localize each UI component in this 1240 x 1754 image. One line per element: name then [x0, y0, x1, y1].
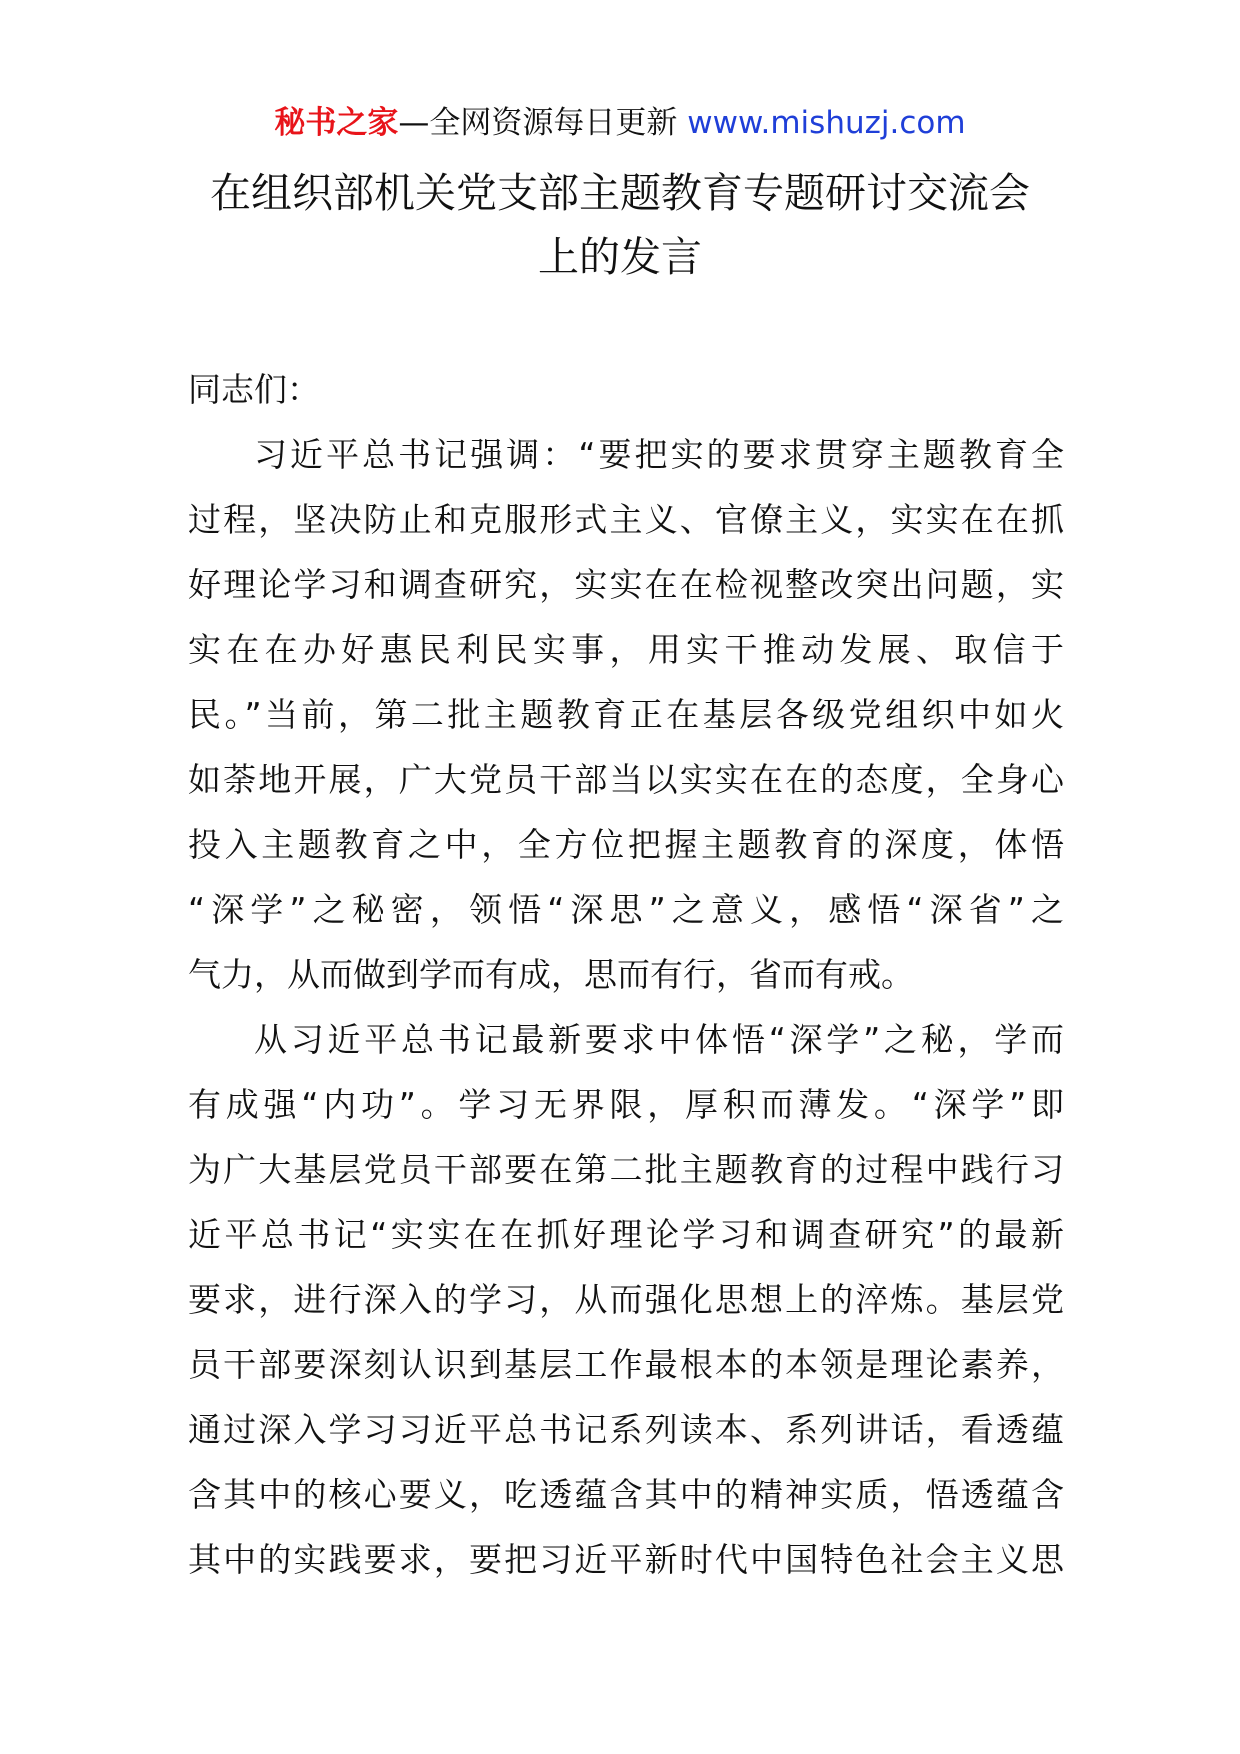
title-line: 在组织部机关党支部主题教育专题研讨交流会 — [210, 169, 1030, 217]
text-line: 好理论学习和调查研究，实实在在检视整改突出问题，实 — [188, 565, 1064, 604]
paragraph-1 — [188, 422, 1064, 1007]
text-line: 其中的实践要求，要把习近平新时代中国特色社会主义思 — [188, 1540, 1064, 1579]
text-line: 员干部要深刻认识到基层工作最根本的本领是理论素养， — [188, 1345, 1064, 1384]
text-line: 民。”当前，第二批主题教育正在基层各级党组织中如火 — [188, 695, 1064, 734]
salutation: 同志们： — [188, 370, 320, 409]
text-line: 如荼地开展，广大党员干部当以实实在在的态度，全身心 — [188, 760, 1064, 799]
text-line: 有成强“内功”。学习无界限，厚积而薄发。“深学”即 — [188, 1085, 1064, 1124]
text-line: 从习近平总书记最新要求中体悟“深学”之秘，学而 — [254, 1020, 1064, 1059]
document-title — [190, 161, 1050, 289]
text-line: 实在在办好惠民利民实事，用实干推动发展、取信于 — [188, 630, 1064, 669]
text-line: 投入主题教育之中，全方位把握主题教育的深度，体悟 — [188, 825, 1064, 864]
title-line: 上的发言 — [538, 233, 702, 281]
text-line: 要求，进行深入的学习，从而强化思想上的淬炼。基层党 — [188, 1280, 1064, 1319]
text-line: 含其中的核心要义，吃透蕴含其中的精神实质，悟透蕴含 — [188, 1475, 1064, 1514]
header-tagline: —全网资源每日更新 — [398, 105, 678, 141]
text-line: 习近平总书记强调：“要把实的要求贯穿主题教育全 — [254, 435, 1064, 474]
text-line: 气力，从而做到学而有成，思而有行，省而有戒。 — [188, 955, 914, 994]
text-line: “深学”之秘密，领悟“深思”之意义，感悟“深省”之 — [188, 890, 1064, 929]
document-body — [188, 357, 1064, 1592]
brand-name: 秘书之家 — [274, 105, 399, 141]
site-header — [0, 98, 1240, 148]
text-line: 通过深入学习习近平总书记系列读本、系列讲话，看透蕴 — [188, 1410, 1064, 1449]
site-url-link[interactable]: www.mishuzj.com — [687, 105, 966, 141]
text-line: 近平总书记“实实在在抓好理论学习和调查研究”的最新 — [188, 1215, 1064, 1254]
text-line: 为广大基层党员干部要在第二批主题教育的过程中践行习 — [188, 1150, 1064, 1189]
text-line: 过程，坚决防止和克服形式主义、官僚主义，实实在在抓 — [188, 500, 1064, 539]
paragraph-2 — [188, 1007, 1064, 1592]
